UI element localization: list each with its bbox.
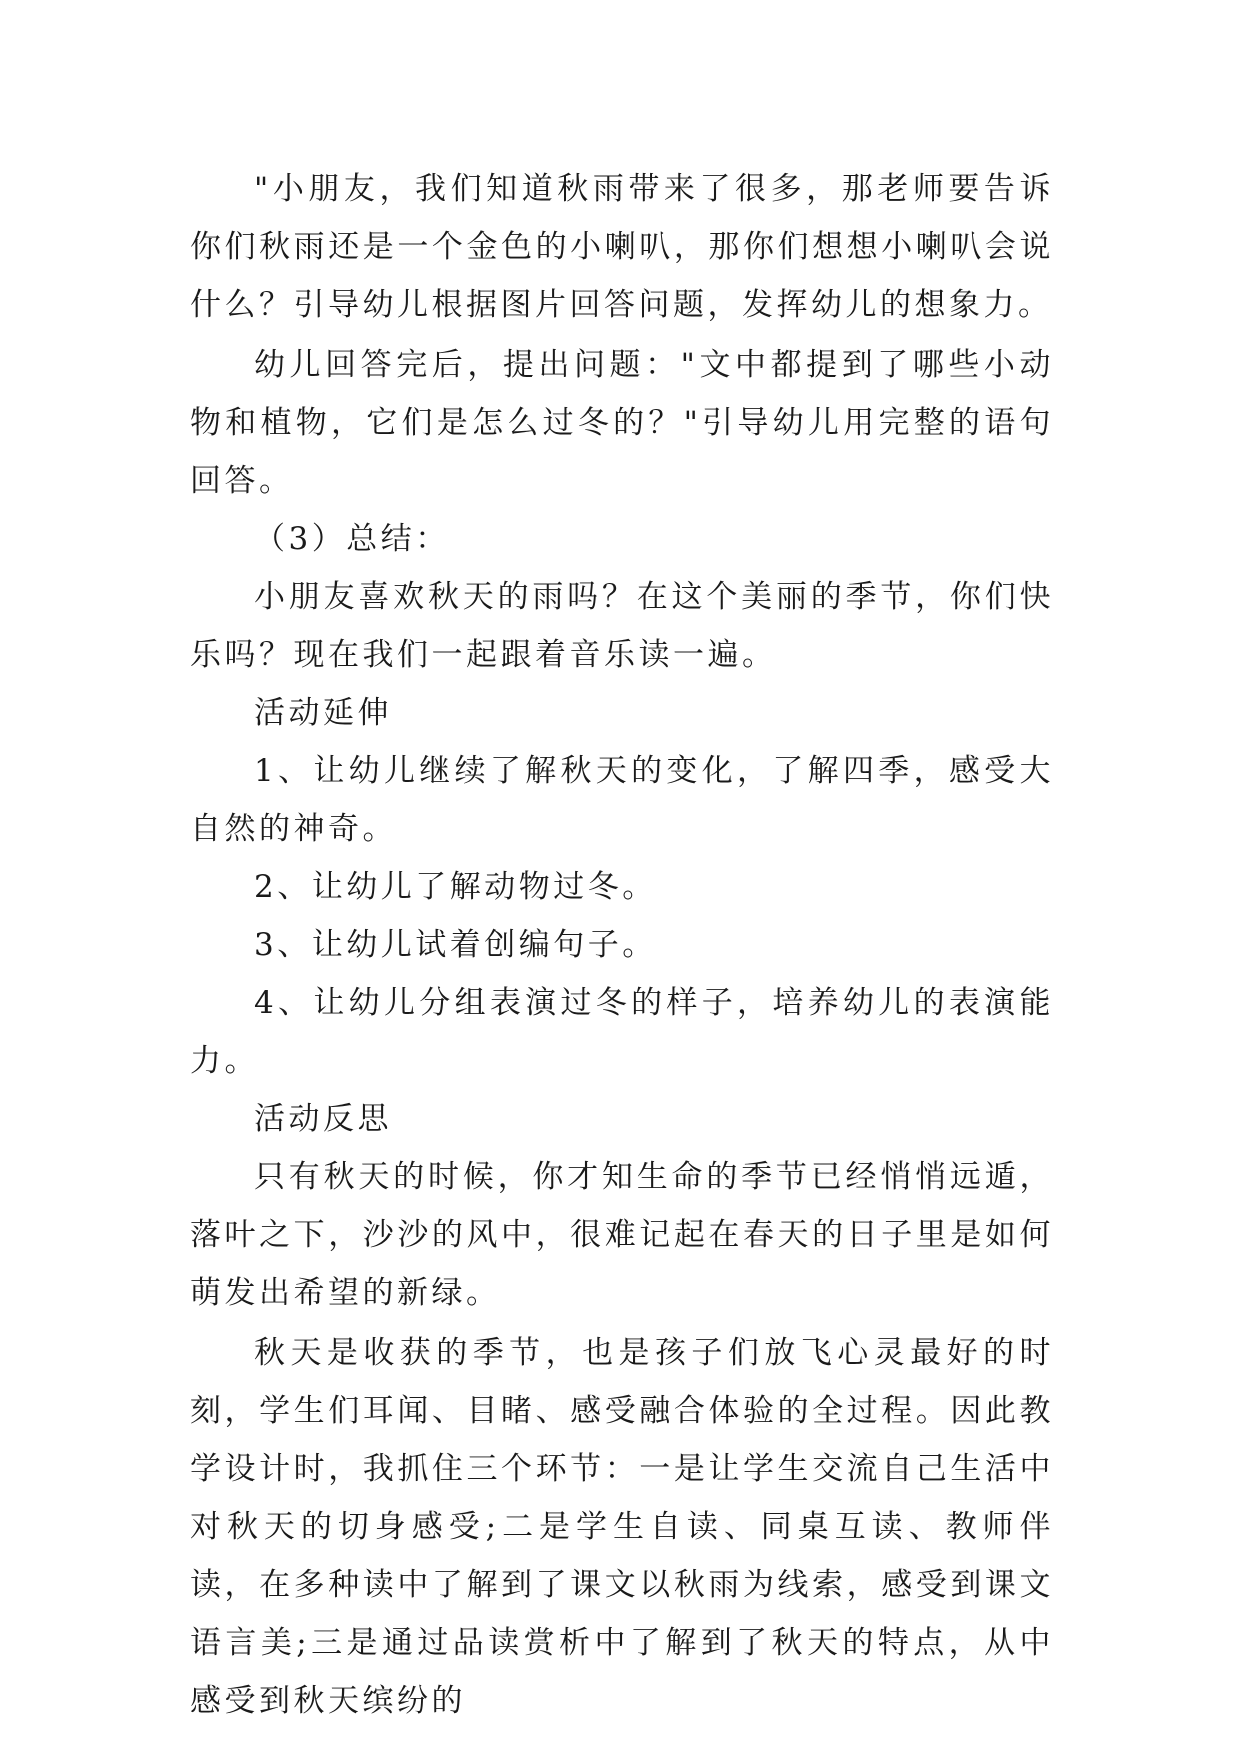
extension-item-2: 2、让幼儿了解动物过冬。 [254, 869, 657, 905]
paragraph-summary-heading: （3）总结： [254, 521, 450, 557]
document-body [190, 160, 1054, 1730]
section-heading-reflection: 活动反思 [254, 1101, 392, 1137]
extension-item-4: 4、让幼儿分组表演过冬的样子，培养幼儿的表演能力。 [190, 985, 1054, 1079]
reflection-paragraph-1: 只有秋天的时候，你才知生命的季节已经悄悄远遁，落叶之下，沙沙的风中，很难记起在春天的日子里是如何萌发出希望的新绿。 [190, 1159, 1054, 1311]
section-heading-extension: 活动延伸 [254, 695, 392, 731]
extension-item-3: 3、让幼儿试着创编句子。 [254, 927, 657, 963]
paragraph-intro-question: "小朋友，我们知道秋雨带来了很多，那老师要告诉你们秋雨还是一个金色的小喇叭，那你们想想小喇叭会说什么？引导幼儿根据图片回答问题，发挥幼儿的想象力。 [190, 171, 1054, 323]
extension-item-1: 1、让幼儿继续了解秋天的变化，了解四季，感受大自然的神奇。 [190, 753, 1054, 847]
reflection-paragraph-2: 秋天是收获的季节，也是孩子们放飞心灵最好的时刻，学生们耳闻、目睹、感受融合体验的全过程。因此教学设计时，我抓住三个环节：一是让学生交流自己生活中对秋天的切身感受;二是学生自读、同桌互读、教师伴读，在多种读中了解到了课文以秋雨为线索，感受到课文语言美;三是通过品读赏析中了解到了秋天的特点，从中感受到秋天缤纷的 [190, 1335, 1054, 1719]
paragraph-followup-question: 幼儿回答完后，提出问题："文中都提到了哪些小动物和植物，它们是怎么过冬的？"引导幼儿用完整的语句回答。 [190, 347, 1054, 499]
paragraph-summary-text: 小朋友喜欢秋天的雨吗？在这个美丽的季节，你们快乐吗？现在我们一起跟着音乐读一遍。 [190, 579, 1054, 673]
